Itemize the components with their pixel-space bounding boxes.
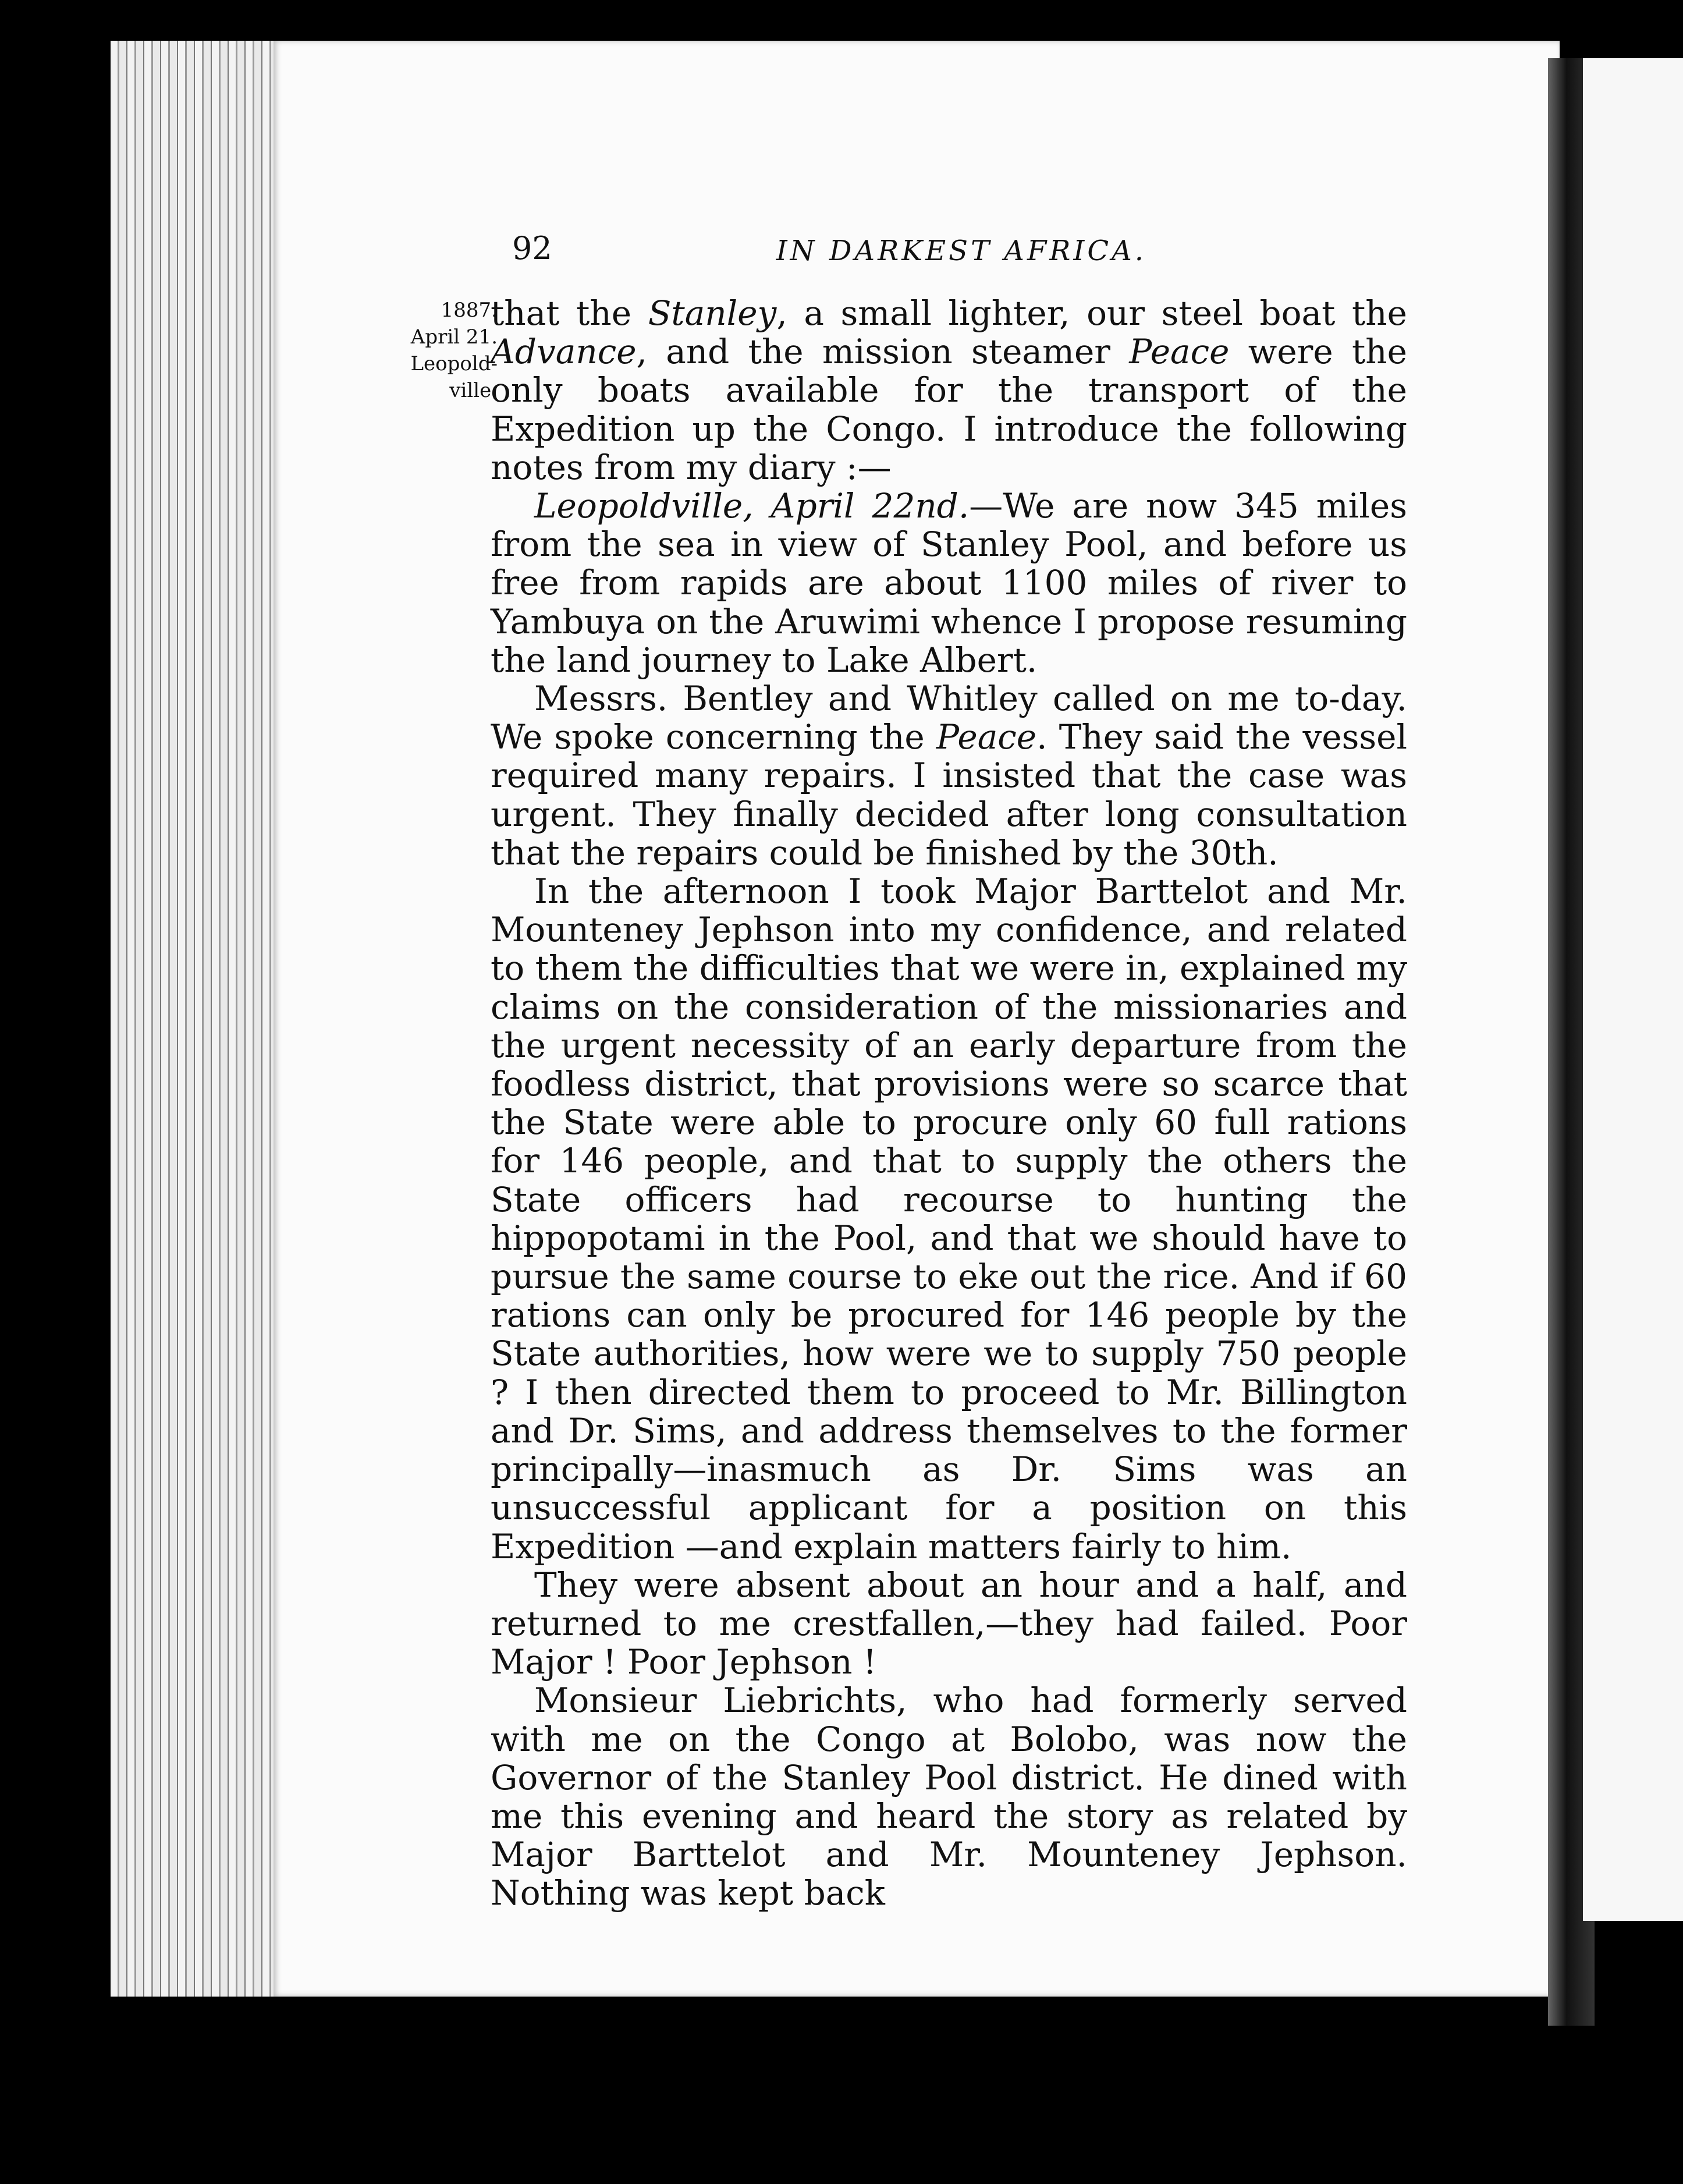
running-head: [512, 230, 1146, 271]
text-run: Messrs. Bentley and Whitley called on me to-day. We spoke concerning the: [491, 679, 1407, 757]
italic-text: Leopoldville, April 22nd.: [534, 486, 970, 526]
italic-text: Peace: [936, 717, 1037, 757]
text-run: that the: [491, 293, 648, 333]
italic-text: Stanley: [648, 293, 777, 333]
margin-note: [378, 297, 498, 404]
body-text: [491, 294, 1407, 1913]
text-run: , and the mission steamer: [636, 332, 1130, 372]
text-run: In the afternoon I took Major Barttelot and Mr. Mounteney Jephson into my confidence, and related to them the difficulties that we were in, explained my claims on the consideration of the missionaries and the urgent necessity of an early departure from the foodless district, that provisions were so scarce that the State were able to procure only 60 full rations for 146 people, and that to supply the others the State officers had recourse to hunting the hippopotami in the Pool, and that we should have to pursue the same course to eke out the rice. And if 60 rations can only be procured for 146 people by the State authorities, how were we to supply 750 people ? I then directed them to proceed to Mr. Billington and Dr. Sims, and address themselves to the former principally—inasmuch as Dr. Sims was an unsuccessful applicant for a position on this Expedition —and explain matters fairly to him.: [491, 871, 1407, 1566]
paragraph: [491, 679, 1407, 872]
text-run: . They said the vessel required many repairs. I insisted that the case was urgent. They finally decided after long consultation that the repairs could be finished by the 30th.: [491, 717, 1407, 873]
paragraph: [491, 1566, 1407, 1682]
text-run: were the only boats available for the transport of the Expedition up the Congo. I introduce the following notes from my diary :—: [491, 332, 1407, 487]
running-title: IN DARKEST AFRICA.: [776, 235, 1146, 267]
margin-note-year: 1887.: [441, 299, 498, 322]
paragraph: [491, 872, 1407, 1566]
text-run: , a small lighter, our steel boat the: [776, 293, 1407, 333]
paragraph: [491, 294, 1407, 487]
text-run: —We are now 345 miles from the sea in view of Stanley Pool, and before us free from rapids are about 1100 miles of river to Yambuya on the Aruwimi whence I propose resuming the land journey to Lake Albert.: [491, 486, 1407, 680]
margin-note-date: April 21.: [410, 325, 498, 349]
paragraph: [491, 1681, 1407, 1912]
italic-text: Advance: [491, 332, 637, 372]
facing-page-edge: [1583, 58, 1683, 1921]
book-page-edges: [111, 41, 285, 1997]
text-run: They were absent about an hour and a half, and returned to me crestfallen,—they had failed. Poor Major ! Poor Jephson !: [491, 1565, 1407, 1682]
margin-note-place: Leopold-: [410, 352, 498, 375]
margin-note-place-cont: ville.: [449, 379, 498, 402]
paragraph: [491, 487, 1407, 679]
text-run: Monsieur Liebrichts, who had formerly served with me on the Congo at Bolobo, was now the Governor of the Stanley Pool district. He dined with me this evening and heard the story as related by Major Barttelot and Mr. Mounteney Jephson. Nothing was kept back: [491, 1680, 1407, 1913]
italic-text: Peace: [1129, 332, 1230, 372]
page-number: 92: [512, 230, 552, 267]
